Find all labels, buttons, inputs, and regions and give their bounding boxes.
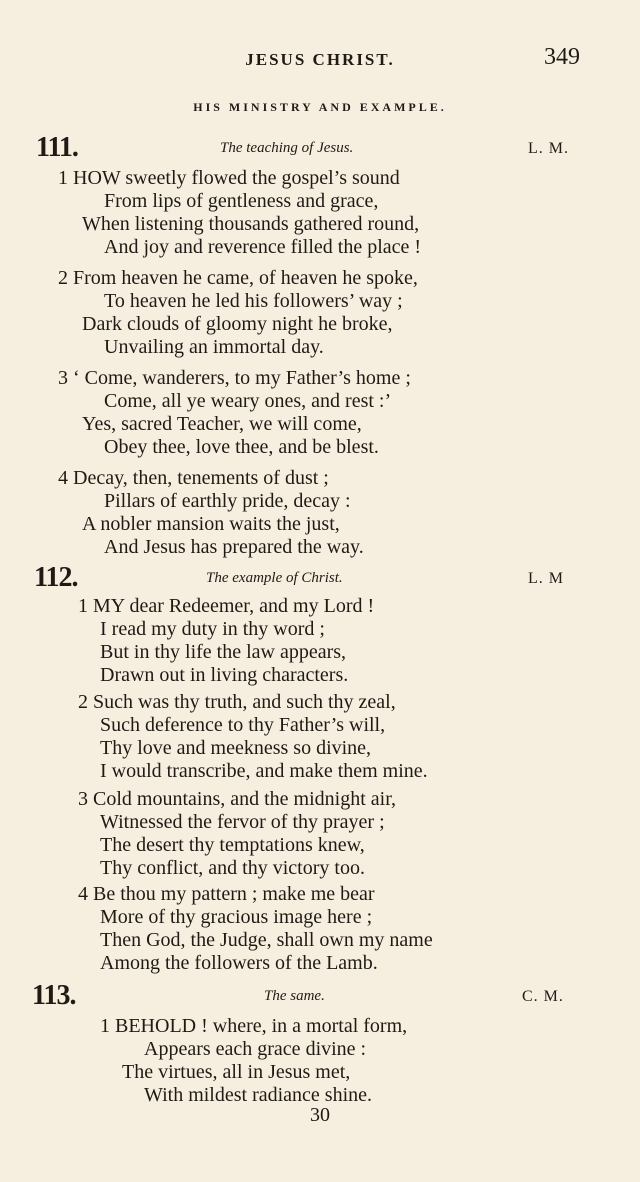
verse-line: 4 Be thou my pattern ; make me bear xyxy=(78,883,375,905)
verse-line: Drawn out in living characters. xyxy=(100,664,349,686)
verse-line: Witnessed the fervor of thy prayer ; xyxy=(100,811,385,833)
verse-line: And Jesus has prepared the way. xyxy=(104,536,364,558)
verse-line: 2 From heaven he came, of heaven he spoke, xyxy=(58,267,418,289)
verse-line: Obey thee, love thee, and be blest. xyxy=(104,436,379,458)
verse-line: Pillars of earthly pride, decay : xyxy=(104,490,351,512)
verse-line: From lips of gentleness and grace, xyxy=(104,190,379,212)
verse-line: 1 MY dear Redeemer, and my Lord ! xyxy=(78,595,375,617)
hymn-title: The same. xyxy=(264,988,325,1004)
verse-line: 1 BEHOLD ! where, in a mortal form, xyxy=(100,1015,408,1037)
verse-line: I read my duty in thy word ; xyxy=(100,618,325,640)
hymn-number: 111. xyxy=(36,132,78,163)
verse-line: 3 Cold mountains, and the midnight air, xyxy=(78,788,397,810)
verse-line: Among the followers of the Lamb. xyxy=(100,952,378,974)
verse-line: More of thy gracious image here ; xyxy=(100,906,373,928)
signature-mark: 30 xyxy=(310,1104,330,1126)
hymn-title: The teaching of Jesus. xyxy=(220,140,354,156)
verse-line: The virtues, all in Jesus met, xyxy=(122,1061,351,1083)
hymn-meter: L. M. xyxy=(528,140,569,157)
verse-line: Unvailing an immortal day. xyxy=(104,336,324,358)
verse-line: Come, all ye weary ones, and rest :’ xyxy=(104,390,392,412)
hymn-title: The example of Christ. xyxy=(206,570,343,586)
verse-line: 3 ‘ Come, wanderers, to my Father’s home ; xyxy=(58,367,411,389)
verse-line: With mildest radiance shine. xyxy=(144,1084,373,1106)
verse-line: A nobler mansion waits the just, xyxy=(82,513,340,535)
verse-line: Yes, sacred Teacher, we will come, xyxy=(82,413,362,435)
hymn-number: 112. xyxy=(34,562,78,593)
hymn-number: 113. xyxy=(32,980,76,1011)
hymn-meter: L. M xyxy=(528,570,564,587)
hymn-meter: C. M. xyxy=(522,988,564,1005)
verse-line: 2 Such was thy truth, and such thy zeal, xyxy=(78,691,396,713)
verse-line: When listening thousands gathered round, xyxy=(82,213,420,235)
verse-line: Thy conflict, and thy victory too. xyxy=(100,857,365,879)
verse-line: Dark clouds of gloomy night he broke, xyxy=(82,313,393,335)
verse-line: And joy and reverence filled the place ! xyxy=(104,236,422,258)
verse-line: Then God, the Judge, shall own my name xyxy=(100,929,433,951)
verse-line: I would transcribe, and make them mine. xyxy=(100,760,428,782)
running-header-title: JESUS CHRIST. xyxy=(245,50,395,69)
verse-line: The desert thy temptations knew, xyxy=(100,834,365,856)
section-title: HIS MINISTRY AND EXAMPLE. xyxy=(193,100,447,114)
verse-line: Such deference to thy Father’s will, xyxy=(100,714,386,736)
verse-line: 1 HOW sweetly flowed the gospel’s sound xyxy=(58,167,400,189)
verse-line: Appears each grace divine : xyxy=(144,1038,367,1060)
verse-line: 4 Decay, then, tenements of dust ; xyxy=(58,467,329,489)
page-number: 349 xyxy=(544,44,580,70)
verse-line: But in thy life the law appears, xyxy=(100,641,347,663)
verse-line: Thy love and meekness so divine, xyxy=(100,737,372,759)
verse-line: To heaven he led his followers’ way ; xyxy=(104,290,403,312)
